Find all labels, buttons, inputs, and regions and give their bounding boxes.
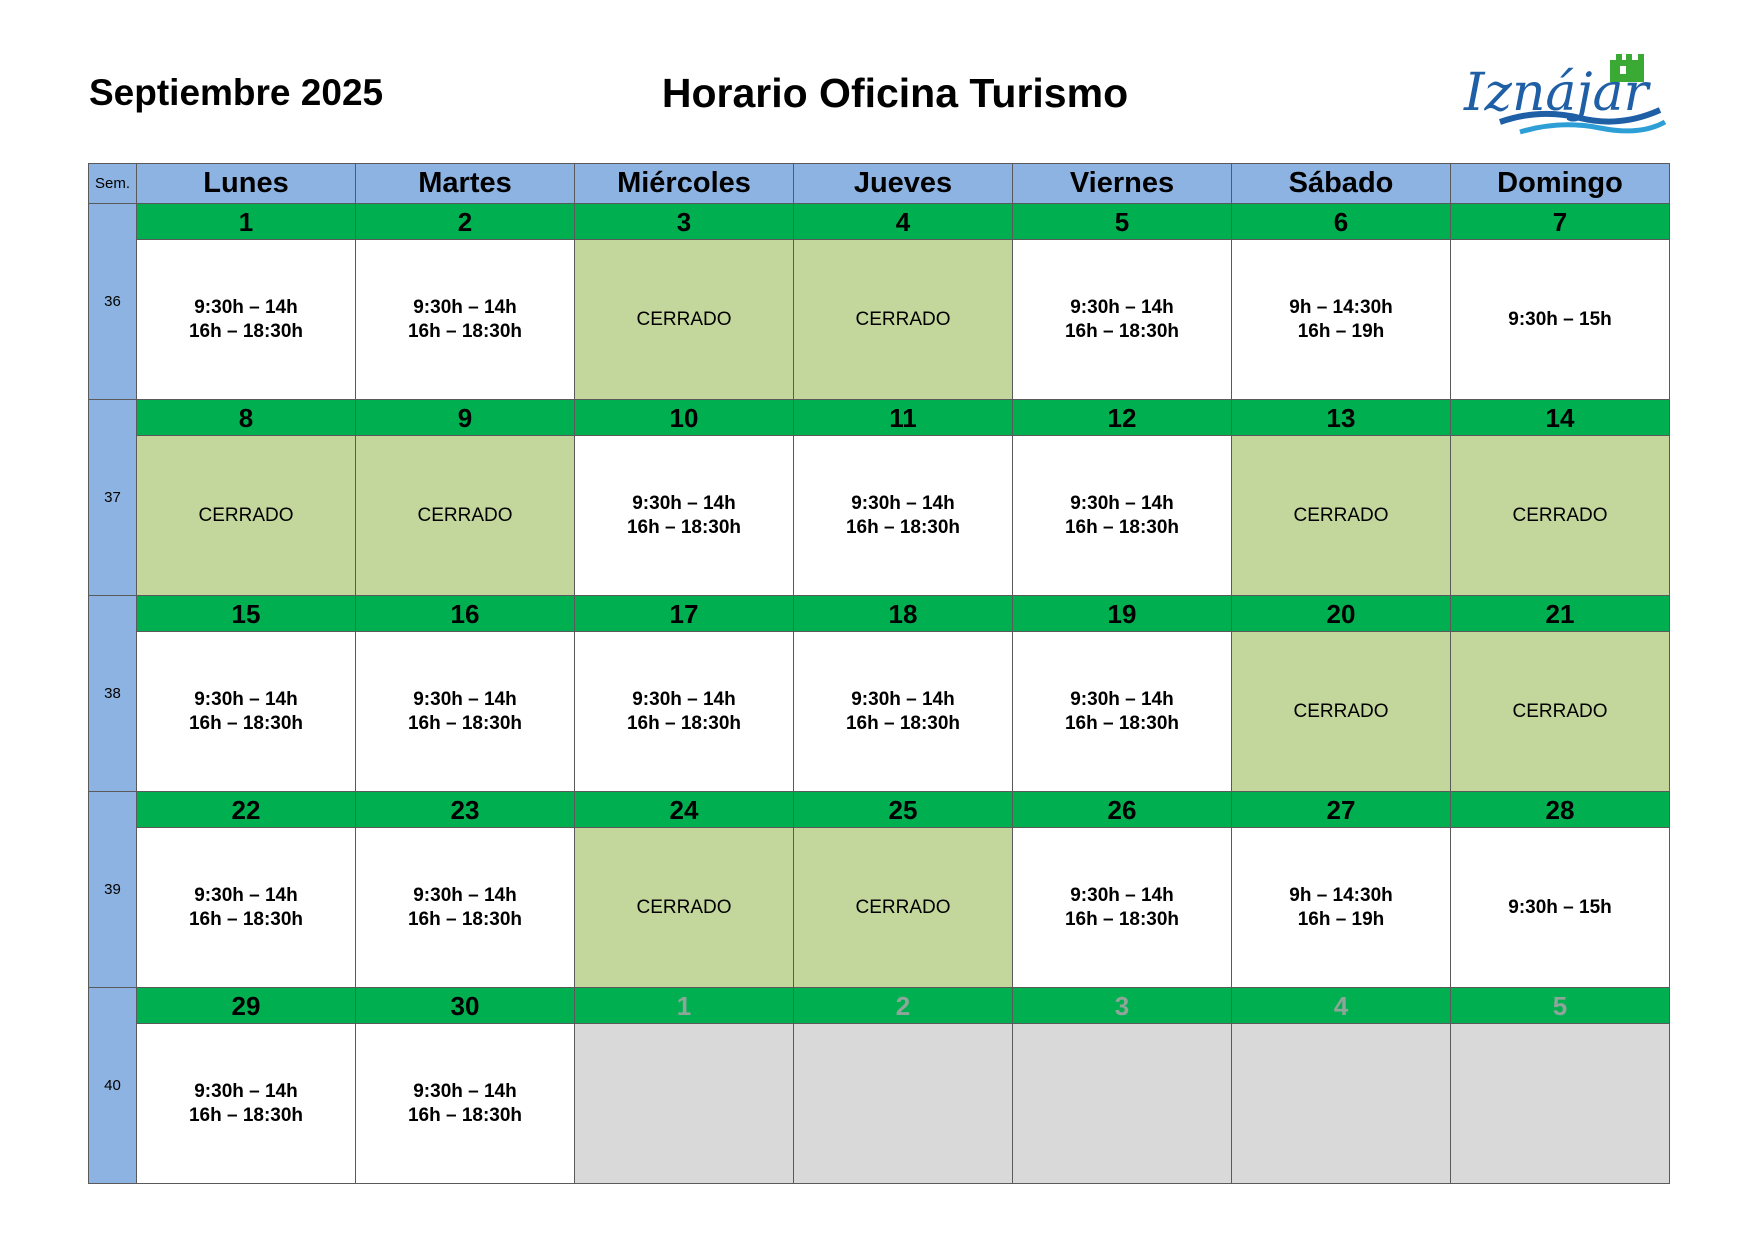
hours-line: 16h – 18:30h — [407, 712, 523, 734]
closed-day-cell — [794, 828, 1013, 988]
week-number-header: Sem. — [89, 164, 137, 204]
date-row — [89, 792, 1670, 828]
hours-text — [1293, 700, 1388, 724]
day-number: 6 — [1232, 204, 1451, 240]
hours-text — [846, 688, 960, 736]
opening-hours-cell — [794, 436, 1013, 596]
weekday-header-row — [89, 164, 1670, 204]
hours-line: 9:30h – 14h — [851, 688, 955, 710]
page-title: Horario Oficina Turismo — [661, 70, 1129, 116]
hours-line: 9:30h – 14h — [632, 688, 736, 710]
opening-hours-cell — [137, 1024, 356, 1184]
hours-line: 9:30h – 15h — [1508, 308, 1612, 330]
hours-line: CERRADO — [855, 308, 951, 330]
closed-day-cell — [356, 436, 575, 596]
date-row — [89, 596, 1670, 632]
day-number: 8 — [137, 400, 356, 436]
day-number: 2 — [794, 988, 1013, 1024]
opening-hours-cell — [575, 632, 794, 792]
day-number: 23 — [356, 792, 575, 828]
hours-line: 9:30h – 14h — [413, 884, 517, 906]
day-number: 11 — [794, 400, 1013, 436]
hours-line: 16h – 19h — [1297, 320, 1385, 342]
date-row — [89, 400, 1670, 436]
opening-hours-cell — [1451, 828, 1670, 988]
hours-line: 9h – 14:30h — [1289, 296, 1393, 318]
day-number: 26 — [1013, 792, 1232, 828]
hours-line: 9:30h – 14h — [632, 492, 736, 514]
day-number: 10 — [575, 400, 794, 436]
hours-text — [1512, 700, 1607, 724]
hours-line: 16h – 18:30h — [626, 712, 742, 734]
day-number: 3 — [575, 204, 794, 240]
opening-hours-cell — [137, 632, 356, 792]
empty-day-cell — [575, 1024, 794, 1184]
closed-day-cell — [1451, 436, 1670, 596]
day-number: 16 — [356, 596, 575, 632]
hours-line: 16h – 18:30h — [1064, 712, 1180, 734]
hours-line: CERRADO — [1512, 700, 1608, 722]
hours-line: 16h – 18:30h — [1064, 516, 1180, 538]
hours-text — [1065, 492, 1179, 540]
hours-line: 16h – 18:30h — [407, 908, 523, 930]
day-number: 20 — [1232, 596, 1451, 632]
hours-text — [189, 1080, 303, 1128]
hours-line: 16h – 18:30h — [188, 712, 304, 734]
opening-hours-cell — [137, 240, 356, 400]
day-number: 13 — [1232, 400, 1451, 436]
opening-hours-cell — [356, 240, 575, 400]
hours-text — [1293, 504, 1388, 528]
hours-text — [636, 308, 731, 332]
hours-text — [408, 688, 522, 736]
hours-text — [1289, 296, 1393, 344]
schedule-calendar — [88, 163, 1670, 1184]
hours-line: CERRADO — [198, 504, 294, 526]
hours-text — [417, 504, 512, 528]
hours-text — [1289, 884, 1393, 932]
day-number: 22 — [137, 792, 356, 828]
day-number: 24 — [575, 792, 794, 828]
hours-line: 9:30h – 14h — [851, 492, 955, 514]
day-number: 17 — [575, 596, 794, 632]
opening-hours-cell — [1013, 240, 1232, 400]
month-label: Septiembre 2025 — [89, 72, 384, 113]
empty-day-cell — [1013, 1024, 1232, 1184]
hours-text — [846, 492, 960, 540]
hours-text — [408, 296, 522, 344]
empty-day-cell — [1232, 1024, 1451, 1184]
empty-day-cell — [794, 1024, 1013, 1184]
day-number: 15 — [137, 596, 356, 632]
hours-line: 9:30h – 14h — [413, 688, 517, 710]
hours-line: 9:30h – 14h — [1070, 884, 1174, 906]
hours-line: 16h – 19h — [1297, 908, 1385, 930]
opening-hours-cell — [356, 632, 575, 792]
week-number: 36 — [89, 204, 137, 400]
opening-hours-cell — [1013, 632, 1232, 792]
hours-line: CERRADO — [636, 896, 732, 918]
hours-line: 9:30h – 14h — [1070, 688, 1174, 710]
closed-day-cell — [575, 828, 794, 988]
closed-day-cell — [1232, 632, 1451, 792]
schedule-row — [89, 828, 1670, 988]
hours-line: 16h – 18:30h — [845, 712, 961, 734]
day-number: 9 — [356, 400, 575, 436]
schedule-row — [89, 632, 1670, 792]
closed-day-cell — [137, 436, 356, 596]
hours-line: CERRADO — [636, 308, 732, 330]
weekday-header: Martes — [356, 164, 575, 204]
day-number: 5 — [1013, 204, 1232, 240]
hours-line: 9:30h – 14h — [413, 1080, 517, 1102]
opening-hours-cell — [1013, 828, 1232, 988]
hours-text — [627, 492, 741, 540]
opening-hours-cell — [356, 828, 575, 988]
week-number: 38 — [89, 596, 137, 792]
day-number: 28 — [1451, 792, 1670, 828]
hours-text — [189, 688, 303, 736]
day-number: 14 — [1451, 400, 1670, 436]
weekday-header: Lunes — [137, 164, 356, 204]
hours-line: CERRADO — [855, 896, 951, 918]
closed-day-cell — [575, 240, 794, 400]
day-number: 2 — [356, 204, 575, 240]
hours-line: 16h – 18:30h — [1064, 908, 1180, 930]
opening-hours-cell — [137, 828, 356, 988]
day-number: 12 — [1013, 400, 1232, 436]
week-number: 39 — [89, 792, 137, 988]
weekday-header: Domingo — [1451, 164, 1670, 204]
day-number: 21 — [1451, 596, 1670, 632]
hours-line: 16h – 18:30h — [626, 516, 742, 538]
hours-line: 9h – 14:30h — [1289, 884, 1393, 906]
hours-line: 9:30h – 14h — [194, 688, 298, 710]
day-number: 5 — [1451, 988, 1670, 1024]
hours-text — [1512, 504, 1607, 528]
hours-line: CERRADO — [417, 504, 513, 526]
hours-line: 16h – 18:30h — [188, 1104, 304, 1126]
hours-line: 9:30h – 15h — [1508, 896, 1612, 918]
day-number: 1 — [575, 988, 794, 1024]
svg-text:Iznájar: Iznájar — [1464, 63, 1649, 123]
hours-line: CERRADO — [1512, 504, 1608, 526]
hours-text — [855, 308, 950, 332]
hours-line: CERRADO — [1293, 504, 1389, 526]
weekday-header: Miércoles — [575, 164, 794, 204]
weekday-header: Viernes — [1013, 164, 1232, 204]
schedule-row — [89, 1024, 1670, 1184]
schedule-row — [89, 240, 1670, 400]
opening-hours-cell — [1232, 828, 1451, 988]
closed-day-cell — [1451, 632, 1670, 792]
day-number: 19 — [1013, 596, 1232, 632]
hours-text — [189, 884, 303, 932]
day-number: 25 — [794, 792, 1013, 828]
day-number: 4 — [794, 204, 1013, 240]
hours-text — [1065, 296, 1179, 344]
schedule-row — [89, 436, 1670, 596]
closed-day-cell — [794, 240, 1013, 400]
hours-line: 9:30h – 14h — [194, 296, 298, 318]
hours-line: 16h – 18:30h — [407, 1104, 523, 1126]
day-number: 30 — [356, 988, 575, 1024]
hours-text — [1508, 896, 1612, 920]
hours-line: 16h – 18:30h — [188, 320, 304, 342]
weekday-header: Jueves — [794, 164, 1013, 204]
hours-line: 16h – 18:30h — [1064, 320, 1180, 342]
day-number: 1 — [137, 204, 356, 240]
hours-text — [1508, 308, 1612, 332]
hours-line: 9:30h – 14h — [413, 296, 517, 318]
hours-line: 16h – 18:30h — [407, 320, 523, 342]
hours-text — [198, 504, 293, 528]
hours-text — [1065, 884, 1179, 932]
hours-text — [408, 884, 522, 932]
hours-text — [855, 896, 950, 920]
hours-line: 9:30h – 14h — [1070, 492, 1174, 514]
week-number: 40 — [89, 988, 137, 1184]
date-row — [89, 204, 1670, 240]
hours-text — [627, 688, 741, 736]
opening-hours-cell — [1451, 240, 1670, 400]
day-number: 27 — [1232, 792, 1451, 828]
hours-text — [408, 1080, 522, 1128]
week-number: 37 — [89, 400, 137, 596]
hours-text — [636, 896, 731, 920]
day-number: 3 — [1013, 988, 1232, 1024]
hours-line: 9:30h – 14h — [194, 884, 298, 906]
closed-day-cell — [1232, 436, 1451, 596]
date-row — [89, 988, 1670, 1024]
hours-line: 16h – 18:30h — [188, 908, 304, 930]
hours-line: 16h – 18:30h — [845, 516, 961, 538]
hours-text — [1065, 688, 1179, 736]
hours-text — [189, 296, 303, 344]
day-number: 4 — [1232, 988, 1451, 1024]
opening-hours-cell — [575, 436, 794, 596]
hours-line: CERRADO — [1293, 700, 1389, 722]
opening-hours-cell — [356, 1024, 575, 1184]
opening-hours-cell — [1232, 240, 1451, 400]
opening-hours-cell — [794, 632, 1013, 792]
day-number: 7 — [1451, 204, 1670, 240]
day-number: 29 — [137, 988, 356, 1024]
hours-line: 9:30h – 14h — [194, 1080, 298, 1102]
empty-day-cell — [1451, 1024, 1670, 1184]
opening-hours-cell — [1013, 436, 1232, 596]
hours-line: 9:30h – 14h — [1070, 296, 1174, 318]
weekday-header: Sábado — [1232, 164, 1451, 204]
iznajar-logo — [1460, 52, 1670, 140]
day-number: 18 — [794, 596, 1013, 632]
